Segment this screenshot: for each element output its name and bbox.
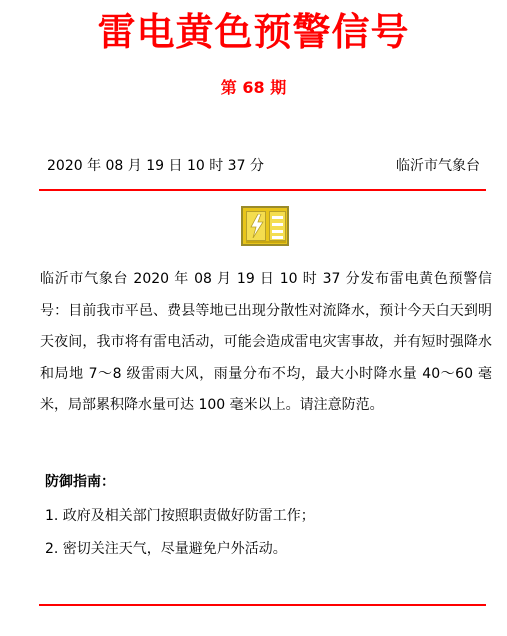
top-divider [39,189,486,191]
defense-guide-item: 1. 政府及相关部门按照职责做好防雷工作； [45,508,315,524]
defense-guide-title: 防御指南： [45,474,115,490]
panel-bar [272,236,283,239]
icon-bottom-strip [246,241,286,243]
lightning-bolt-panel [246,211,266,241]
warning-title: 雷电黄色预警信号 [97,10,410,54]
issuing-station: 临沂市气象台 [396,158,480,174]
panel-bar [272,216,283,219]
panel-bar [272,230,283,233]
issue-number: 第 68 期 [220,78,287,97]
defense-guide-item: 2. 密切关注天气，尽量避免户外活动。 [45,541,287,557]
issue-time: 2020 年 08 月 19 日 10 时 37 分 [47,158,264,174]
lightning-warning-icon [241,206,289,246]
panel-bar [272,223,283,226]
warning-level-panel [269,211,286,241]
bottom-divider [39,604,486,606]
lightning-bolt-icon [249,214,265,238]
warning-body: 临沂市气象台 2020 年 08 月 19 日 10 时 37 分发布雷电黄色预警信号：目前我市平邑、费县等地已出现分散性对流降水，预计今天白天到明天夜间，我市将有雷电活动，可能会造成雷电灾害事故，并有短时强降水和局地 7～8 级雷雨大风，雨量分布不均，最大小时降水量 40～60 毫米，局部累积降水量可达 100 毫米以上。请注意防范。 [40,271,492,413]
